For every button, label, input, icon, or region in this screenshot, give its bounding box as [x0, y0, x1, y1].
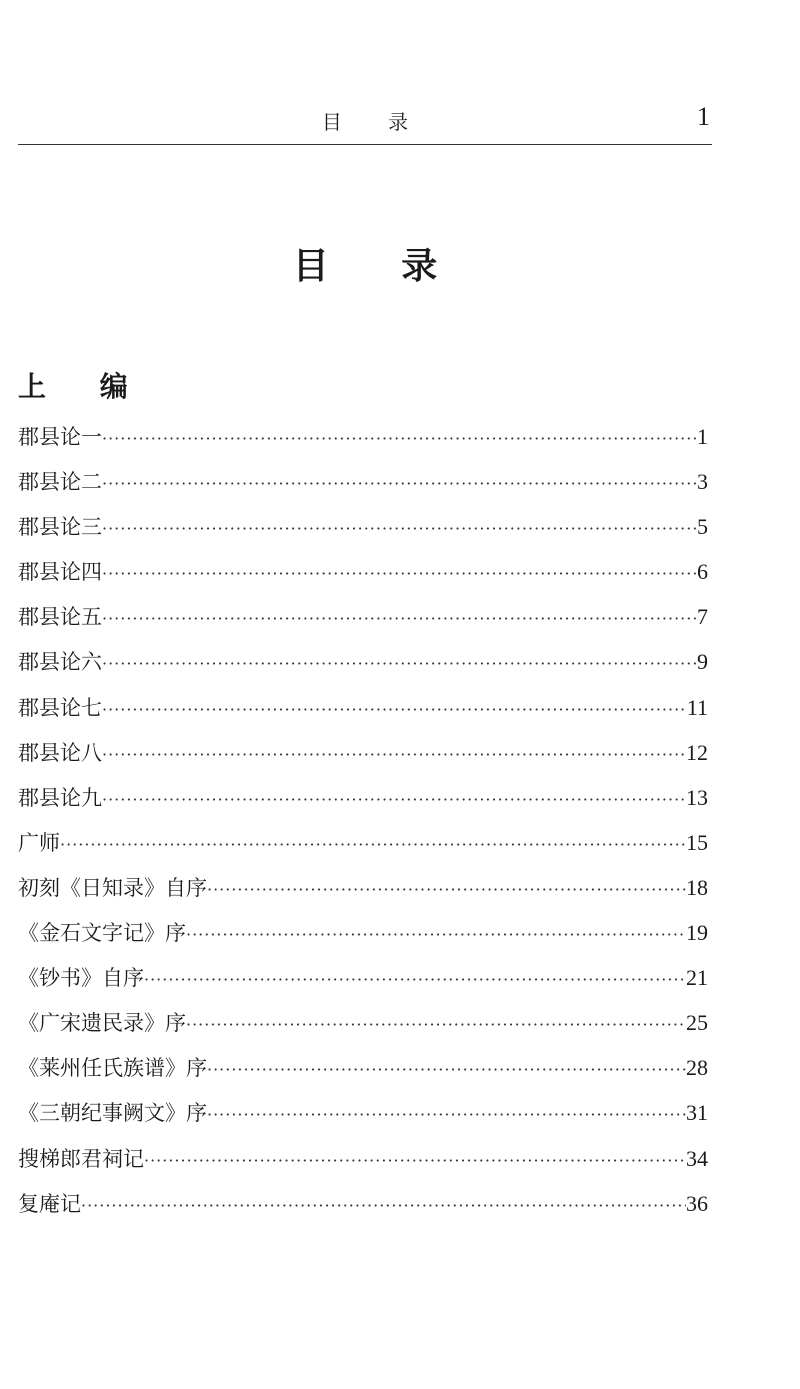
page-number: 1 — [697, 102, 710, 131]
dot-leader — [102, 551, 697, 596]
toc-entry-title: 郡县论六 — [18, 650, 102, 675]
dot-leader — [102, 732, 686, 777]
toc-entry-page: 36 — [686, 1190, 708, 1216]
toc-entry-page: 3 — [697, 469, 708, 495]
dot-leader — [102, 777, 686, 822]
toc-entry-page: 6 — [697, 559, 708, 585]
dot-leader — [144, 1138, 686, 1183]
dot-leader — [60, 822, 686, 867]
toc-entry[interactable] — [18, 685, 708, 730]
dot-leader — [81, 1183, 686, 1228]
toc-entry[interactable] — [18, 459, 708, 504]
toc-entry-title: 郡县论二 — [18, 470, 102, 495]
dot-leader — [102, 461, 697, 506]
toc-entry-page: 34 — [686, 1145, 708, 1171]
toc-entry[interactable] — [18, 639, 708, 684]
toc-entry[interactable] — [18, 1045, 708, 1090]
dot-leader — [144, 957, 686, 1002]
toc-entry-page: 9 — [697, 649, 708, 675]
toc-list — [18, 414, 708, 1226]
toc-entry[interactable] — [18, 414, 708, 459]
toc-entry[interactable] — [18, 549, 708, 594]
dot-leader — [207, 1092, 686, 1137]
toc-entry-title: 郡县论九 — [18, 785, 102, 810]
toc-entry[interactable] — [18, 730, 708, 775]
toc-entry-title: 《广宋遗民录》序 — [18, 1011, 186, 1036]
dot-leader — [207, 867, 686, 912]
toc-entry-page: 21 — [686, 965, 708, 991]
toc-entry-title: 郡县论七 — [18, 695, 102, 720]
toc-entry-page: 25 — [686, 1010, 708, 1036]
toc-entry[interactable] — [18, 1000, 708, 1045]
running-header — [18, 100, 712, 145]
toc-entry-page: 13 — [686, 784, 708, 810]
toc-entry-title: 郡县论一 — [18, 425, 102, 449]
toc-entry-title: 郡县论八 — [18, 740, 102, 765]
toc-entry-page: 1 — [697, 424, 708, 449]
section-heading: 上 编 — [18, 370, 150, 403]
toc-entry-title: 初刻《日知录》自序 — [18, 875, 207, 900]
toc-entry-page: 7 — [697, 604, 708, 630]
toc-entry[interactable] — [18, 504, 708, 549]
toc-entry-title: 郡县论四 — [18, 560, 102, 585]
toc-entry-title: 《三朝纪事阙文》序 — [18, 1101, 207, 1126]
toc-entry-title: 广师 — [18, 830, 60, 855]
toc-entry[interactable] — [18, 1136, 708, 1181]
toc-entry-page: 31 — [686, 1100, 708, 1126]
toc-entry[interactable] — [18, 820, 708, 865]
dot-leader — [102, 687, 687, 732]
toc-entry-title: 《钞书》自序 — [18, 966, 144, 991]
toc-entry-page: 19 — [686, 920, 708, 946]
dot-leader — [186, 912, 686, 957]
toc-entry-title: 复庵记 — [18, 1191, 81, 1216]
toc-entry[interactable] — [18, 775, 708, 820]
toc-entry[interactable] — [18, 865, 708, 910]
toc-entry-page: 15 — [686, 829, 708, 855]
toc-entry[interactable] — [18, 955, 708, 1000]
toc-entry[interactable] — [18, 1181, 708, 1226]
dot-leader — [102, 506, 697, 551]
dot-leader — [102, 596, 697, 641]
toc-entry-page: 5 — [697, 514, 708, 540]
page-title: 目 录 — [292, 246, 468, 287]
toc-entry-page: 28 — [686, 1055, 708, 1081]
toc-entry[interactable] — [18, 910, 708, 955]
toc-entry-title: 搜梯郎君祠记 — [18, 1146, 144, 1171]
toc-entry-title: 郡县论三 — [18, 515, 102, 540]
toc-entry-title: 《莱州任氏族谱》序 — [18, 1056, 207, 1081]
dot-leader — [207, 1047, 686, 1092]
dot-leader — [186, 1002, 686, 1047]
toc-entry-page: 12 — [686, 739, 708, 765]
running-title: 目 录 — [321, 110, 429, 134]
toc-entry[interactable] — [18, 1090, 708, 1135]
toc-entry-title: 《金石文字记》序 — [18, 921, 186, 946]
toc-entry-page: 11 — [686, 694, 708, 720]
toc-entry-page: 18 — [686, 874, 708, 900]
dot-leader — [102, 416, 697, 461]
toc-entry[interactable] — [18, 594, 708, 639]
toc-entry-title: 郡县论五 — [18, 605, 102, 630]
dot-leader — [102, 641, 697, 686]
